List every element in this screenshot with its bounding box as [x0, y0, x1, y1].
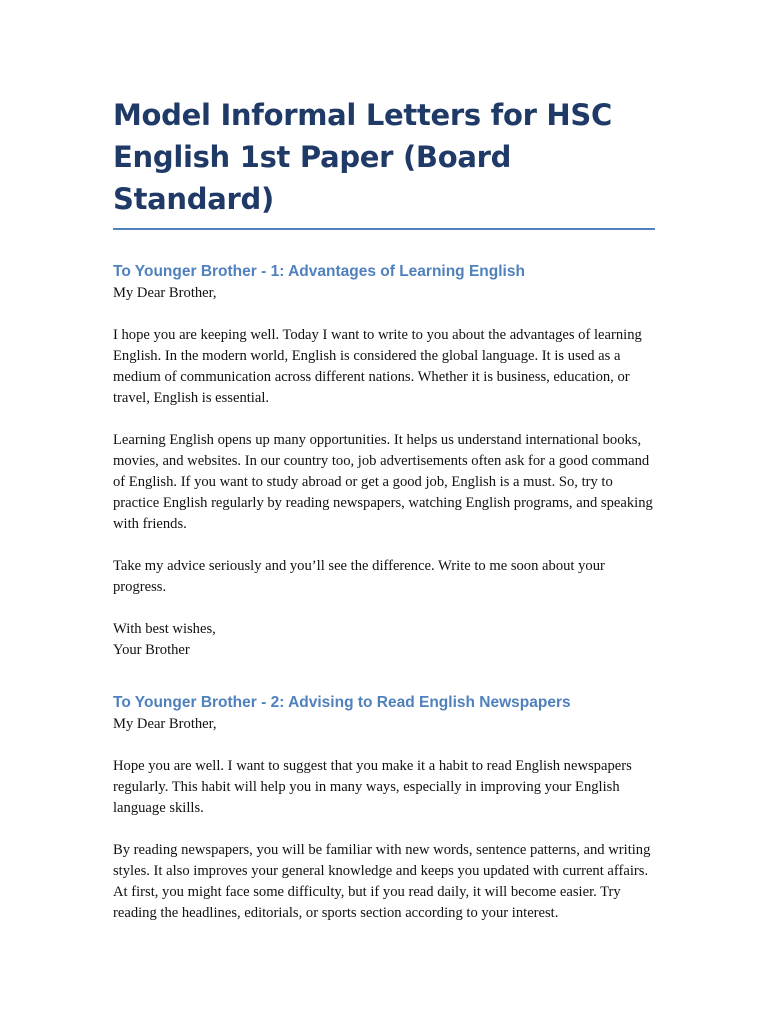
letter-1-greeting: My Dear Brother,: [113, 285, 217, 301]
letter-1-signature: Your Brother: [113, 642, 190, 658]
document-title: Model Informal Letters for HSC English 1st Paper (Board Standard): [113, 94, 655, 230]
letter-1-heading: To Younger Brother - 1: Advantages of Learning English: [113, 263, 525, 280]
letter-1-paragraph: Take my advice seriously and you’ll see the difference. Write to me soon about your progress.: [113, 558, 605, 595]
letter-2-heading: To Younger Brother - 2: Advising to Read English Newspapers: [113, 694, 571, 711]
letter-2-greeting: My Dear Brother,: [113, 716, 217, 732]
letter-1-closing: With best wishes,: [113, 621, 216, 637]
document-page: [113, 94, 655, 945]
letter-2-paragraph: Hope you are well. I want to suggest that you make it a habit to read English newspapers regularly. This habit will help you in many ways, especially in improving your English language skills.: [113, 758, 632, 816]
letter-1-paragraph: I hope you are keeping well. Today I want to write to you about the advantages of learning English. In the modern world, English is considered the global language. It is used as a medium of communication across different nations. Whether it is business, education, or travel, English is essential.: [113, 327, 642, 406]
letter-2-paragraph: By reading newspapers, you will be familiar with new words, sentence patterns, and writing styles. It also improves your general knowledge and keeps you updated with current affairs. At first, you might face some difficulty, but if you read daily, it will become easier. Try reading the headlines, editorials, or sports section according to your interest.: [113, 842, 651, 921]
letter-1-paragraph: Learning English opens up many opportunities. It helps us understand international books, movies, and websites. In our country too, job advertisements often ask for a good command of English. If you want to study abroad or get a good job, English is a must. So, try to practice English regularly by reading newspapers, watching English programs, and speaking with friends.: [113, 432, 653, 532]
